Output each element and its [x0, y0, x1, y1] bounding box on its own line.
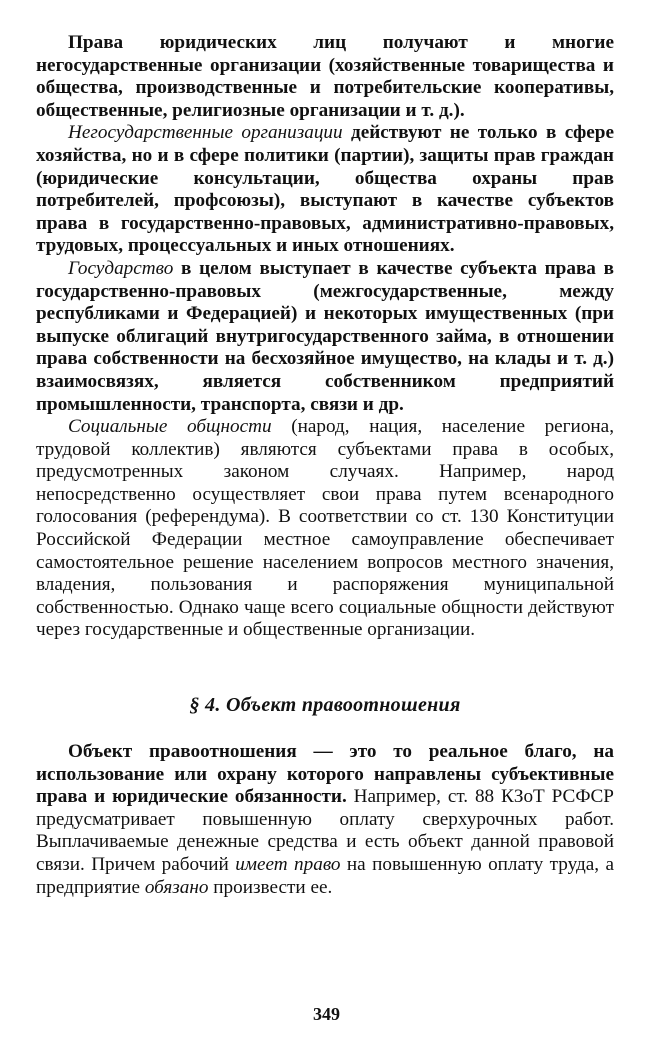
- term-nongovernmental-organizations: Негосударственные организации: [68, 122, 343, 144]
- paragraph-nongovernmental-organizations: [36, 122, 614, 258]
- paragraph-text: в целом выступает в качестве субъекта права в государственно-правовых (межгосударственные, между республиками и Федерацией) и некоторых имущественных (при выпуске облигаций внутригосударственного займа, в отношении права собственности на бесхозяйное имущество, на клады и т. д.) взаимосвязях, является собственником предприятий промышленности, транспорта, связи и др.: [36, 257, 614, 415]
- section-heading: § 4. Объект правоотношения: [189, 694, 461, 717]
- paragraph-text: на повышенную оплату труда, а предприятие: [36, 854, 614, 898]
- emphasis-obliged: обязано: [144, 876, 209, 898]
- page-number: 349: [313, 1004, 340, 1024]
- emphasis-has-right: имеет право: [235, 854, 341, 875]
- paragraph-legal-entities: Права юридических лиц получают и многие негосударственные организации (хозяйственные товарищества и общества, производственные и потребительские кооперативы, общественные, религиозные организации и т. д.).: [36, 32, 614, 121]
- paragraph-text: (народ, нация, население региона, трудовой коллектив) являются субъектами права в особых, предусмотренных законом случаях. Например, народ непосредственно осуществляет свои права путем всенародного голосования (референдума). В соответствии со ст. 130 Конституции Российской Федерации местное самоуправление обеспечивает самостоятельное решение населением вопросов местного значения, владения, пользования и распоряжения муниципальной собственностью. Однако чаще всего социальные общности действуют через государственные и общественные организации.: [36, 416, 614, 641]
- term-state: Государство: [68, 257, 174, 279]
- paragraph-text: Например, ст. 88 КЗоТ РСФСР предусматривает повышенную оплату сверхурочных работ. Выплачиваемые денежные средства и есть объект данной правовой связи. Причем рабочий: [36, 786, 614, 875]
- page-body: [36, 32, 614, 899]
- paragraph-text: действуют не только в сфере хозяйства, но и в сфере политики (партии), защиты прав граждан (юридические консультации, общества охраны прав потребителей, профсоюзы), выступают в качестве субъектов права в государственно-правовых, административно-правовых, трудовых, процессуальных и иных отношениях.: [36, 122, 614, 257]
- definition-text: Объект правоотношения — это то реальное благо, на использование или охрану которого направлены субъективные права и юридические обязанности.: [36, 741, 614, 808]
- paragraph-object-definition: [36, 741, 614, 899]
- paragraph-text: произвести ее.: [208, 876, 333, 898]
- paragraph-state: [36, 258, 614, 416]
- term-social-communities: Социальные общности: [68, 416, 272, 438]
- paragraph-social-communities: [36, 416, 614, 642]
